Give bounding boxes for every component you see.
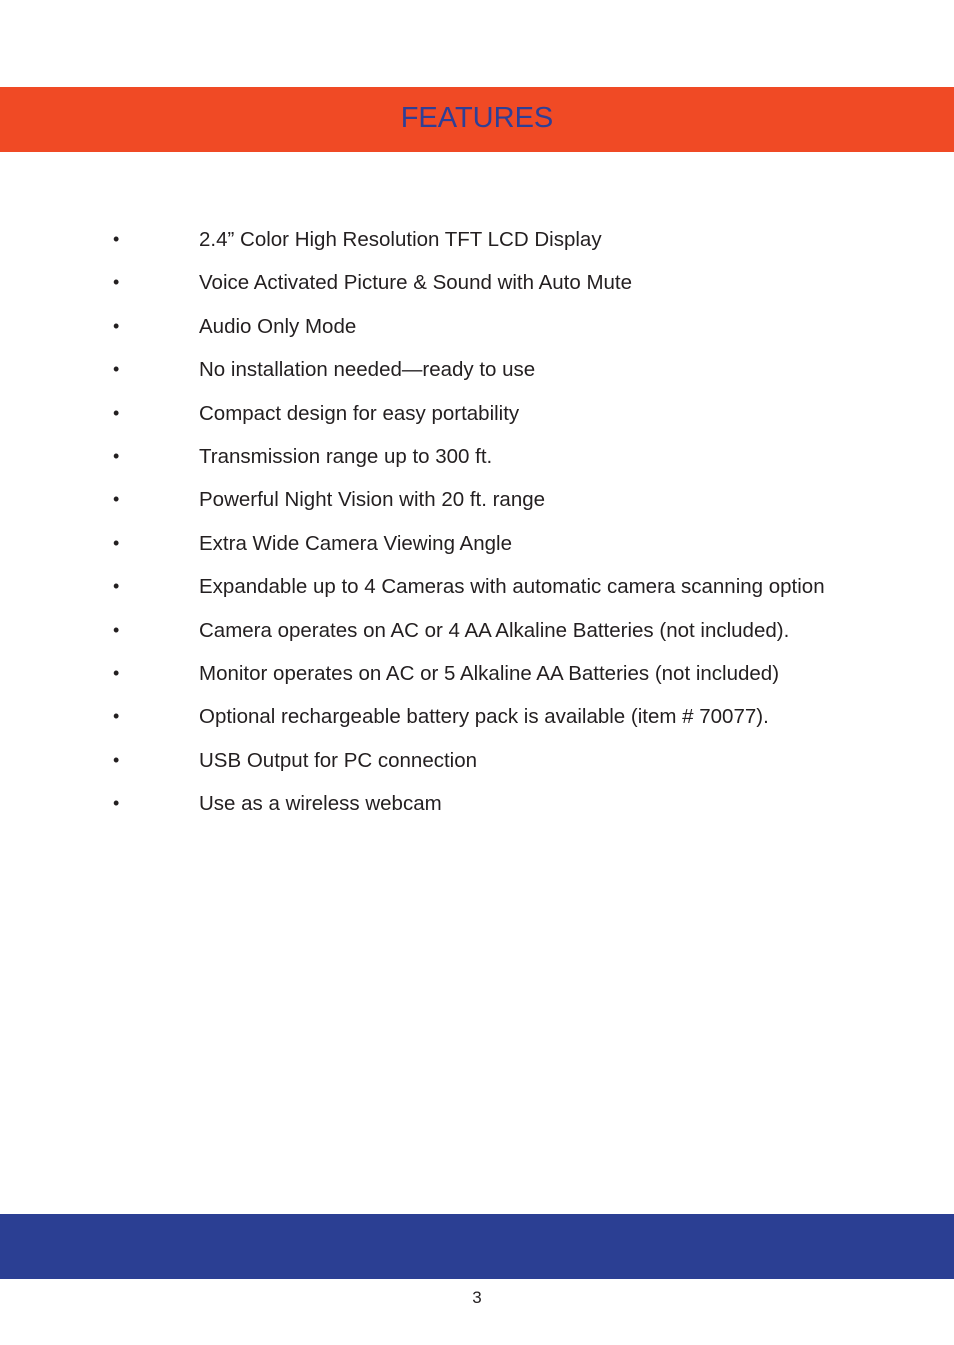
features-list bbox=[0, 218, 954, 825]
feature-text: Monitor operates on AC or 5 Alkaline AA Batteries (not included) bbox=[199, 661, 780, 685]
feature-item bbox=[0, 435, 954, 478]
bullet-icon: • bbox=[113, 359, 120, 380]
bullet-icon: • bbox=[113, 445, 120, 466]
feature-item bbox=[0, 392, 954, 435]
feature-text: Use as a wireless webcam bbox=[199, 792, 442, 816]
feature-item bbox=[0, 609, 954, 652]
bullet-icon: • bbox=[113, 793, 120, 814]
bullet-icon: • bbox=[113, 489, 120, 510]
feature-text: 2.4” Color High Resolution TFT LCD Display bbox=[199, 228, 602, 251]
feature-text: USB Output for PC connection bbox=[199, 748, 478, 772]
bullet-icon: • bbox=[113, 402, 120, 423]
feature-item bbox=[0, 261, 954, 304]
bullet-icon: • bbox=[113, 532, 120, 553]
feature-item bbox=[0, 348, 954, 391]
page-number: 3 bbox=[472, 1288, 482, 1307]
feature-item bbox=[0, 305, 954, 348]
bullet-icon: • bbox=[113, 662, 120, 683]
bullet-icon: • bbox=[113, 619, 120, 640]
bullet-icon: • bbox=[113, 272, 120, 293]
feature-item bbox=[0, 695, 954, 738]
feature-text: No installation needed—ready to use bbox=[199, 358, 536, 382]
feature-item bbox=[0, 218, 954, 261]
feature-text: Camera operates on AC or 4 AA Alkaline Batteries (not included). bbox=[199, 618, 790, 642]
header-band bbox=[0, 87, 954, 152]
page-title: FEATURES bbox=[400, 102, 554, 134]
feature-text: Voice Activated Picture & Sound with Auto Mute bbox=[199, 271, 633, 295]
footer-band bbox=[0, 1214, 954, 1279]
feature-text: Audio Only Mode bbox=[199, 314, 357, 338]
feature-text: Transmission range up to 300 ft. bbox=[199, 444, 493, 468]
bullet-icon: • bbox=[113, 229, 120, 249]
bullet-icon: • bbox=[113, 749, 120, 770]
feature-item bbox=[0, 782, 954, 825]
feature-item bbox=[0, 565, 954, 608]
feature-text: Compact design for easy portability bbox=[199, 401, 520, 425]
feature-text: Expandable up to 4 Cameras with automatic camera scanning option bbox=[199, 575, 825, 599]
feature-item bbox=[0, 522, 954, 565]
bullet-icon: • bbox=[113, 315, 120, 336]
bullet-icon: • bbox=[113, 706, 120, 727]
feature-item bbox=[0, 478, 954, 521]
feature-text: Optional rechargeable battery pack is available (item # 70077). bbox=[199, 705, 769, 729]
feature-text: Extra Wide Camera Viewing Angle bbox=[199, 531, 512, 555]
feature-item bbox=[0, 739, 954, 782]
bullet-icon: • bbox=[113, 576, 120, 597]
feature-text: Powerful Night Vision with 20 ft. range bbox=[199, 488, 546, 512]
feature-item bbox=[0, 652, 954, 695]
